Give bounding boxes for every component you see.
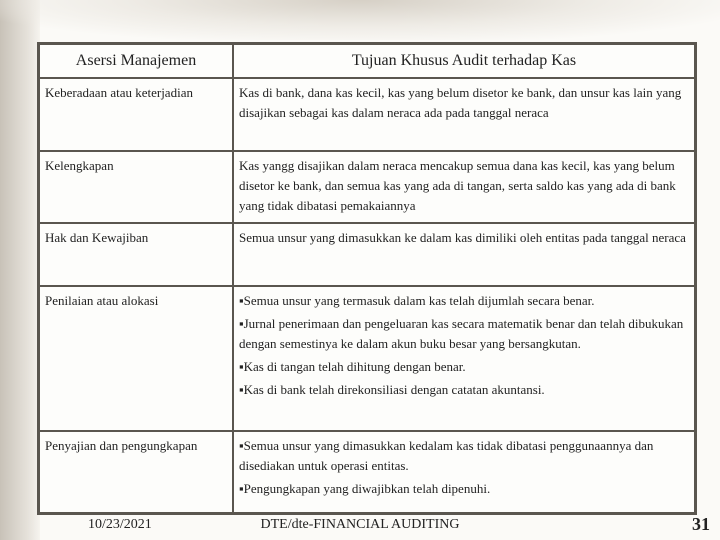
table-header-row xyxy=(39,44,696,79)
bullet-item: ▪Kas di bank telah direkonsiliasi dengan catatan akuntansi. xyxy=(239,382,545,397)
tujuan-cell xyxy=(233,286,696,431)
tujuan-text: Kas di bank, dana kas kecil, kas yang belum disetor ke bank, dan unsur kas lain yang disajikan sebagai kas dalam neraca ada pada tanggal neraca xyxy=(239,85,682,120)
tujuan-cell xyxy=(233,151,696,223)
slide-left-bar xyxy=(0,0,40,540)
asersi-cell: Hak dan Kewajiban xyxy=(39,223,234,286)
footer-date: 10/23/2021 xyxy=(88,517,152,532)
table-row xyxy=(39,78,696,151)
page-number: 31 xyxy=(692,514,710,534)
header-tujuan: Tujuan Khusus Audit terhadap Kas xyxy=(233,44,696,79)
tujuan-cell xyxy=(233,431,696,513)
table-row xyxy=(39,431,696,513)
tujuan-cell xyxy=(233,223,696,286)
tujuan-cell xyxy=(233,78,696,151)
tujuan-text: Semua unsur yang dimasukkan ke dalam kas dimiliki oleh entitas pada tanggal neraca xyxy=(239,230,686,245)
asersi-cell: Kelengkapan xyxy=(39,151,234,223)
table-row xyxy=(39,286,696,431)
asersi-cell: Penyajian dan pengungkapan xyxy=(39,431,234,513)
bullet-item: ▪Jurnal penerimaan dan pengeluaran kas secara matematik benar dan telah dibukukan dengan semestinya ke dalam akun buku besar yang bersangkutan. xyxy=(239,316,684,351)
bullet-item: ▪Semua unsur yang termasuk dalam kas telah dijumlah secara benar. xyxy=(239,293,595,308)
table-row xyxy=(39,151,696,223)
slide-top-shade xyxy=(0,0,720,40)
header-asersi: Asersi Manajemen xyxy=(39,44,234,79)
footer-title: DTE/dte-FINANCIAL AUDITING xyxy=(260,517,460,532)
bullet-item: ▪Pengungkapan yang diwajibkan telah dipenuhi. xyxy=(239,481,491,496)
asersi-cell: Penilaian atau alokasi xyxy=(39,286,234,431)
table-row xyxy=(39,223,696,286)
tujuan-text: Kas yangg disajikan dalam neraca mencakup semua dana kas kecil, kas yang belum disetor ke bank, dan semua kas yang ada di tangan, serta saldo kas yang ada di bank yang tidak dibatasi pemakaiannya xyxy=(239,158,676,213)
asersi-cell: Keberadaan atau keterjadian xyxy=(39,78,234,151)
bullet-item: ▪Semua unsur yang dimasukkan kedalam kas tidak dibatasi penggunaannya dan disediakan untuk operasi entitas. xyxy=(239,438,654,473)
audit-objectives-table xyxy=(37,42,697,515)
bullet-item: ▪Kas di tangan telah dihitung dengan benar. xyxy=(239,359,466,374)
